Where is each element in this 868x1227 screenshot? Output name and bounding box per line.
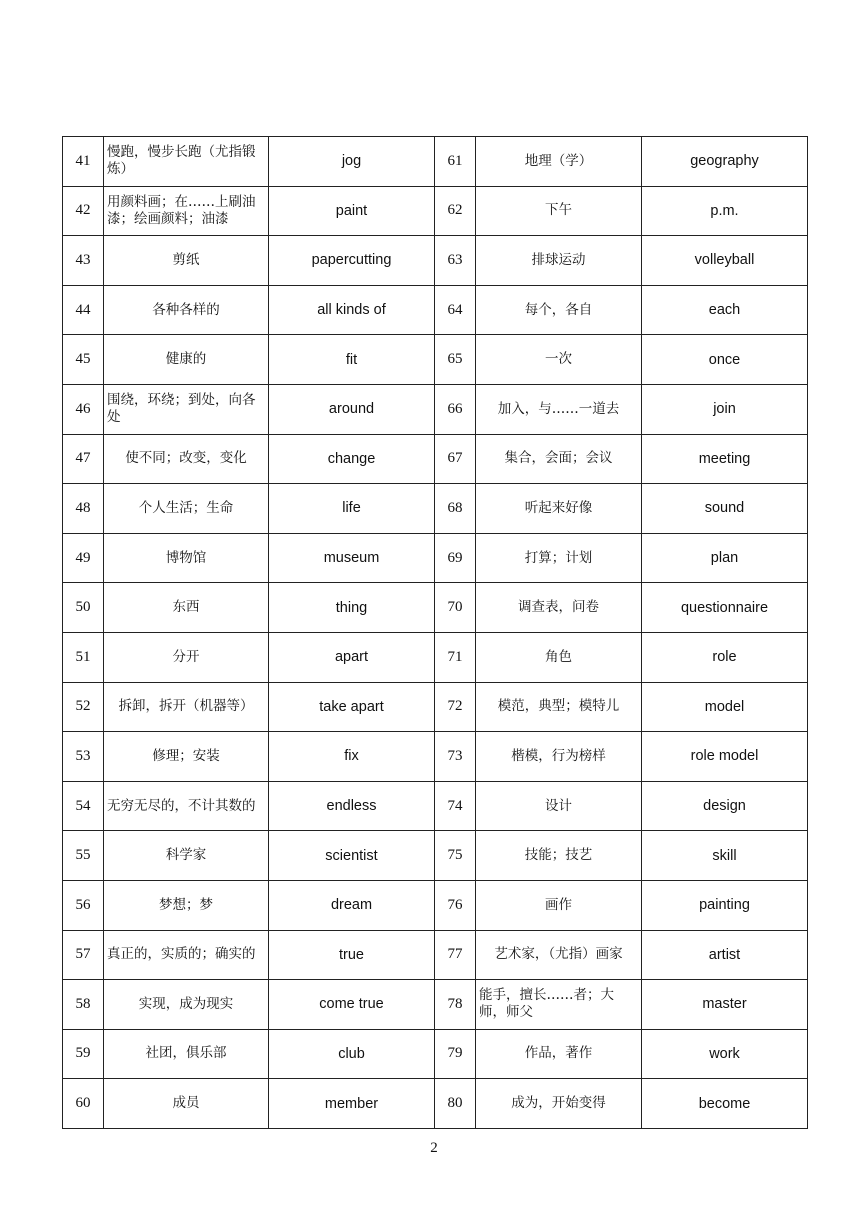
chinese-meaning: 成员	[104, 1079, 269, 1129]
chinese-meaning: 角色	[476, 632, 642, 682]
english-word: life	[269, 484, 435, 534]
english-word: member	[269, 1079, 435, 1129]
english-word: endless	[269, 781, 435, 831]
english-word: jog	[269, 137, 435, 187]
english-word: artist	[642, 930, 808, 980]
entry-number: 80	[435, 1079, 476, 1129]
entry-number: 70	[435, 583, 476, 633]
english-word: club	[269, 1029, 435, 1079]
entry-number: 47	[63, 434, 104, 484]
english-word: geography	[642, 137, 808, 187]
entry-number: 72	[435, 682, 476, 732]
entry-number: 71	[435, 632, 476, 682]
table-row	[63, 930, 808, 980]
english-word: skill	[642, 831, 808, 881]
english-word: role	[642, 632, 808, 682]
english-word: become	[642, 1079, 808, 1129]
entry-number: 45	[63, 335, 104, 385]
entry-number: 65	[435, 335, 476, 385]
chinese-meaning: 围绕，环绕；到处，向各处	[104, 384, 269, 434]
english-word: each	[642, 285, 808, 335]
chinese-meaning: 个人生活；生命	[104, 484, 269, 534]
entry-number: 78	[435, 980, 476, 1030]
entry-number: 69	[435, 533, 476, 583]
entry-number: 54	[63, 781, 104, 831]
english-word: fix	[269, 732, 435, 782]
english-word: questionnaire	[642, 583, 808, 633]
english-word: around	[269, 384, 435, 434]
chinese-meaning: 能手，擅长……者；大师，师父	[476, 980, 642, 1030]
entry-number: 43	[63, 236, 104, 286]
table-row	[63, 583, 808, 633]
english-word: come true	[269, 980, 435, 1030]
table-row	[63, 186, 808, 236]
chinese-meaning: 修理；安装	[104, 732, 269, 782]
chinese-meaning: 技能；技艺	[476, 831, 642, 881]
table-row	[63, 880, 808, 930]
table-row	[63, 384, 808, 434]
english-word: join	[642, 384, 808, 434]
chinese-meaning: 分开	[104, 632, 269, 682]
entry-number: 77	[435, 930, 476, 980]
english-word: apart	[269, 632, 435, 682]
table-row	[63, 236, 808, 286]
entry-number: 64	[435, 285, 476, 335]
entry-number: 62	[435, 186, 476, 236]
english-word: meeting	[642, 434, 808, 484]
chinese-meaning: 使不同；改变，变化	[104, 434, 269, 484]
chinese-meaning: 东西	[104, 583, 269, 633]
entry-number: 50	[63, 583, 104, 633]
english-word: papercutting	[269, 236, 435, 286]
table-row	[63, 682, 808, 732]
chinese-meaning: 慢跑，慢步长跑（尤指锻炼）	[104, 137, 269, 187]
chinese-meaning: 社团，俱乐部	[104, 1029, 269, 1079]
page-number: 2	[430, 1140, 438, 1156]
chinese-meaning: 无穷无尽的，不计其数的	[104, 781, 269, 831]
chinese-meaning: 拆卸，拆开（机器等）	[104, 682, 269, 732]
table-row	[63, 285, 808, 335]
entry-number: 60	[63, 1079, 104, 1129]
chinese-meaning: 剪纸	[104, 236, 269, 286]
chinese-meaning: 加入，与……一道去	[476, 384, 642, 434]
english-word: scientist	[269, 831, 435, 881]
english-word: p.m.	[642, 186, 808, 236]
english-word: change	[269, 434, 435, 484]
english-word: role model	[642, 732, 808, 782]
entry-number: 49	[63, 533, 104, 583]
entry-number: 57	[63, 930, 104, 980]
english-word: design	[642, 781, 808, 831]
entry-number: 53	[63, 732, 104, 782]
chinese-meaning: 听起来好像	[476, 484, 642, 534]
english-word: fit	[269, 335, 435, 385]
entry-number: 76	[435, 880, 476, 930]
chinese-meaning: 下午	[476, 186, 642, 236]
vocabulary-table-body	[63, 137, 808, 1129]
english-word: all kinds of	[269, 285, 435, 335]
chinese-meaning: 楷模，行为榜样	[476, 732, 642, 782]
entry-number: 79	[435, 1029, 476, 1079]
entry-number: 51	[63, 632, 104, 682]
chinese-meaning: 画作	[476, 880, 642, 930]
english-word: volleyball	[642, 236, 808, 286]
english-word: dream	[269, 880, 435, 930]
entry-number: 63	[435, 236, 476, 286]
english-word: sound	[642, 484, 808, 534]
entry-number: 61	[435, 137, 476, 187]
english-word: work	[642, 1029, 808, 1079]
entry-number: 46	[63, 384, 104, 434]
english-word: take apart	[269, 682, 435, 732]
entry-number: 56	[63, 880, 104, 930]
table-row	[63, 533, 808, 583]
table-row	[63, 1079, 808, 1129]
chinese-meaning: 集合，会面；会议	[476, 434, 642, 484]
entry-number: 55	[63, 831, 104, 881]
english-word: thing	[269, 583, 435, 633]
chinese-meaning: 每个，各自	[476, 285, 642, 335]
table-row	[63, 632, 808, 682]
english-word: painting	[642, 880, 808, 930]
entry-number: 73	[435, 732, 476, 782]
table-row	[63, 335, 808, 385]
chinese-meaning: 一次	[476, 335, 642, 385]
table-row	[63, 980, 808, 1030]
table-row	[63, 1029, 808, 1079]
entry-number: 44	[63, 285, 104, 335]
chinese-meaning: 博物馆	[104, 533, 269, 583]
chinese-meaning: 各种各样的	[104, 285, 269, 335]
entry-number: 41	[63, 137, 104, 187]
entry-number: 42	[63, 186, 104, 236]
chinese-meaning: 排球运动	[476, 236, 642, 286]
entry-number: 75	[435, 831, 476, 881]
english-word: true	[269, 930, 435, 980]
table-row	[63, 434, 808, 484]
chinese-meaning: 健康的	[104, 335, 269, 385]
entry-number: 68	[435, 484, 476, 534]
vocabulary-table	[62, 136, 808, 1129]
chinese-meaning: 打算；计划	[476, 533, 642, 583]
chinese-meaning: 调查表，问卷	[476, 583, 642, 633]
chinese-meaning: 实现，成为现实	[104, 980, 269, 1030]
table-row	[63, 484, 808, 534]
entry-number: 52	[63, 682, 104, 732]
table-row	[63, 137, 808, 187]
english-word: master	[642, 980, 808, 1030]
chinese-meaning: 用颜料画；在……上刷油漆；绘画颜料；油漆	[104, 186, 269, 236]
chinese-meaning: 成为，开始变得	[476, 1079, 642, 1129]
entry-number: 66	[435, 384, 476, 434]
english-word: once	[642, 335, 808, 385]
chinese-meaning: 设计	[476, 781, 642, 831]
entry-number: 58	[63, 980, 104, 1030]
chinese-meaning: 梦想；梦	[104, 880, 269, 930]
entry-number: 48	[63, 484, 104, 534]
entry-number: 59	[63, 1029, 104, 1079]
table-row	[63, 831, 808, 881]
chinese-meaning: 科学家	[104, 831, 269, 881]
chinese-meaning: 真正的，实质的；确实的	[104, 930, 269, 980]
chinese-meaning: 模范，典型；模特儿	[476, 682, 642, 732]
chinese-meaning: 作品，著作	[476, 1029, 642, 1079]
table-row	[63, 732, 808, 782]
chinese-meaning: 艺术家，（尤指）画家	[476, 930, 642, 980]
english-word: plan	[642, 533, 808, 583]
english-word: model	[642, 682, 808, 732]
table-row	[63, 781, 808, 831]
entry-number: 67	[435, 434, 476, 484]
entry-number: 74	[435, 781, 476, 831]
english-word: museum	[269, 533, 435, 583]
english-word: paint	[269, 186, 435, 236]
chinese-meaning: 地理（学）	[476, 137, 642, 187]
